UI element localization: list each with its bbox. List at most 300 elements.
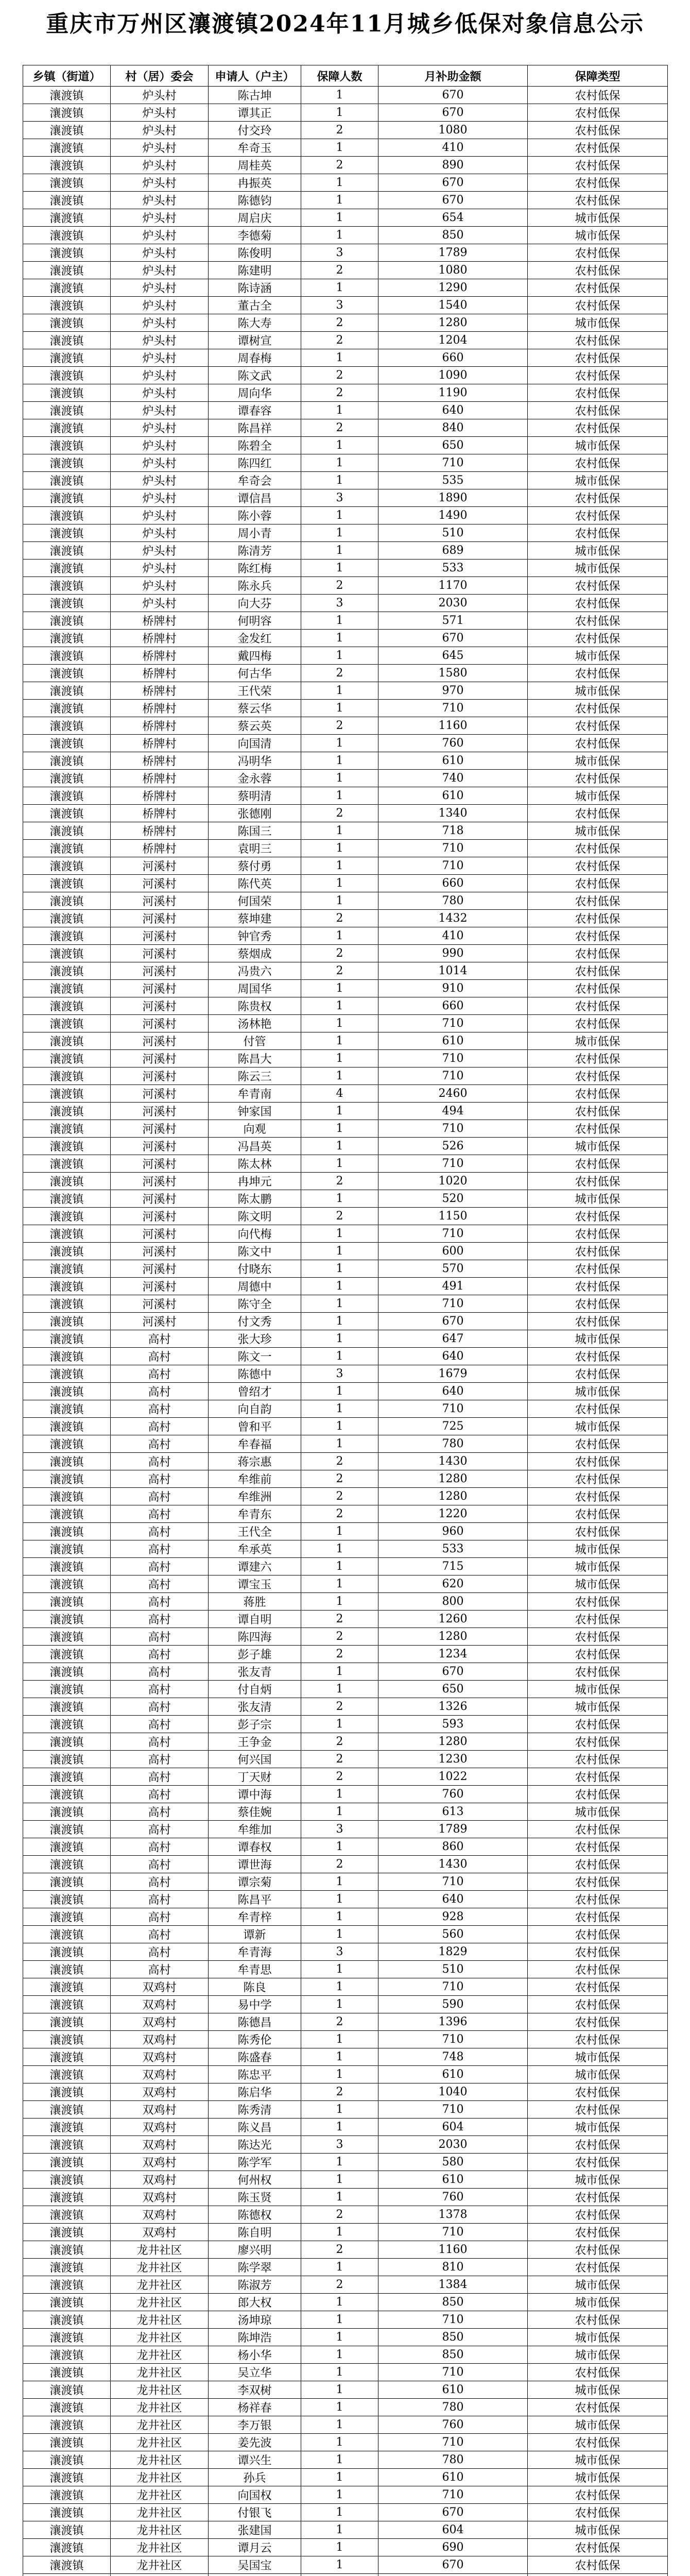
cell-village: 龙井社区 (111, 2469, 209, 2486)
cell-village: 河溪村 (111, 1313, 209, 1330)
cell-township: 瀼渡镇 (23, 2066, 111, 2083)
cell-amount: 928 (378, 1908, 528, 1926)
cell-persons: 3 (301, 489, 378, 507)
cell-persons: 1 (301, 2451, 378, 2469)
cell-amount: 1430 (378, 1856, 528, 1873)
cell-township: 瀼渡镇 (23, 2556, 111, 2574)
table-row (23, 1505, 668, 1523)
cell-amount: 710 (378, 1978, 528, 1996)
cell-type: 农村低保 (528, 2083, 668, 2101)
cell-township: 瀼渡镇 (23, 507, 111, 524)
table-row (23, 1330, 668, 1348)
cell-township: 瀼渡镇 (23, 2206, 111, 2224)
table-row (23, 2556, 668, 2574)
cell-township: 瀼渡镇 (23, 962, 111, 980)
cell-amount: 1580 (378, 665, 528, 682)
cell-applicant: 向观 (209, 1120, 301, 1138)
cell-township: 瀼渡镇 (23, 2171, 111, 2189)
cell-type: 城市低保 (528, 2521, 668, 2539)
cell-persons: 1 (301, 192, 378, 209)
cell-type: 农村低保 (528, 910, 668, 927)
cell-township: 瀼渡镇 (23, 1593, 111, 1611)
cell-amount: 689 (378, 542, 528, 560)
table-row (23, 1190, 668, 1208)
cell-type: 农村低保 (528, 2013, 668, 2031)
table-row (23, 1628, 668, 1646)
cell-type: 农村低保 (528, 122, 668, 139)
cell-type: 农村低保 (528, 2311, 668, 2329)
cell-persons: 2 (301, 2276, 378, 2294)
table-row (23, 2154, 668, 2171)
cell-persons: 3 (301, 1943, 378, 1961)
cell-township: 瀼渡镇 (23, 2048, 111, 2066)
cell-village: 双鸡村 (111, 2189, 209, 2206)
table-row (23, 297, 668, 314)
cell-township: 瀼渡镇 (23, 595, 111, 612)
cell-persons: 1 (301, 2469, 378, 2486)
cell-amount: 620 (378, 1575, 528, 1593)
cell-village: 高村 (111, 1628, 209, 1646)
cell-persons: 1 (301, 1278, 378, 1295)
cell-type: 农村低保 (528, 1856, 668, 1873)
cell-applicant: 廖兴明 (209, 2241, 301, 2259)
cell-village: 河溪村 (111, 1138, 209, 1155)
table-row (23, 2521, 668, 2539)
cell-village: 河溪村 (111, 1085, 209, 1103)
cell-amount: 600 (378, 1243, 528, 1260)
cell-persons: 1 (301, 87, 378, 104)
table-row (23, 384, 668, 402)
cell-type: 城市低保 (528, 2469, 668, 2486)
cell-type: 农村低保 (528, 770, 668, 787)
table-row (23, 2241, 668, 2259)
cell-township: 瀼渡镇 (23, 2101, 111, 2119)
cell-village: 高村 (111, 1803, 209, 1821)
table-row (23, 87, 668, 104)
cell-amount: 780 (378, 892, 528, 910)
cell-township: 瀼渡镇 (23, 1208, 111, 1225)
cell-applicant: 周桂英 (209, 157, 301, 174)
cell-village: 桥牌村 (111, 630, 209, 647)
cell-township: 瀼渡镇 (23, 560, 111, 577)
cell-applicant: 蔡付勇 (209, 857, 301, 875)
table-row (23, 612, 668, 630)
cell-applicant: 王代全 (209, 1523, 301, 1540)
cell-persons: 2 (301, 2206, 378, 2224)
cell-type: 农村低保 (528, 1365, 668, 1383)
cell-amount: 1829 (378, 1943, 528, 1961)
cell-township: 瀼渡镇 (23, 1646, 111, 1663)
cell-persons: 1 (301, 174, 378, 192)
cell-persons: 1 (301, 787, 378, 805)
cell-amount: 670 (378, 2556, 528, 2574)
cell-persons: 1 (301, 700, 378, 717)
cell-village: 龙井社区 (111, 2434, 209, 2451)
subsidy-table (23, 65, 668, 2576)
cell-applicant: 陈昌平 (209, 1891, 301, 1908)
cell-village: 河溪村 (111, 875, 209, 892)
cell-village: 龙井社区 (111, 2381, 209, 2399)
cell-township: 瀼渡镇 (23, 682, 111, 700)
cell-village: 炉头村 (111, 577, 209, 595)
cell-persons: 1 (301, 1891, 378, 1908)
cell-type: 农村低保 (528, 1733, 668, 1751)
cell-applicant: 王争金 (209, 1733, 301, 1751)
table-row (23, 577, 668, 595)
cell-township: 瀼渡镇 (23, 1856, 111, 1873)
cell-township: 瀼渡镇 (23, 157, 111, 174)
cell-amount: 647 (378, 1330, 528, 1348)
cell-applicant: 张大珍 (209, 1330, 301, 1348)
cell-applicant: 谭自明 (209, 1611, 301, 1628)
cell-village: 炉头村 (111, 437, 209, 454)
table-row (23, 1873, 668, 1891)
cell-type: 农村低保 (528, 1295, 668, 1313)
table-row (23, 1032, 668, 1050)
cell-township: 瀼渡镇 (23, 1505, 111, 1523)
cell-village: 炉头村 (111, 297, 209, 314)
cell-applicant: 牟奇玉 (209, 139, 301, 157)
table-row (23, 2399, 668, 2416)
cell-type: 城市低保 (528, 647, 668, 665)
cell-amount: 850 (378, 2346, 528, 2364)
cell-persons: 1 (301, 1015, 378, 1032)
cell-type: 农村低保 (528, 1821, 668, 1838)
cell-township: 瀼渡镇 (23, 1996, 111, 2013)
cell-applicant: 陈文武 (209, 367, 301, 384)
cell-applicant: 周启庆 (209, 209, 301, 227)
cell-village: 龙井社区 (111, 2346, 209, 2364)
cell-village: 河溪村 (111, 980, 209, 997)
cell-applicant: 牟青东 (209, 1505, 301, 1523)
cell-type: 城市低保 (528, 2346, 668, 2364)
cell-township: 瀼渡镇 (23, 402, 111, 419)
cell-applicant: 汤坤琼 (209, 2311, 301, 2329)
cell-amount: 710 (378, 1067, 528, 1085)
cell-village: 高村 (111, 1540, 209, 1558)
cell-persons: 2 (301, 1646, 378, 1663)
cell-amount: 520 (378, 1190, 528, 1208)
cell-village: 双鸡村 (111, 2083, 209, 2101)
cell-amount: 760 (378, 1786, 528, 1803)
cell-persons: 1 (301, 1663, 378, 1681)
cell-persons: 1 (301, 1050, 378, 1067)
cell-type: 农村低保 (528, 1663, 668, 1681)
cell-applicant: 陈文明 (209, 1208, 301, 1225)
cell-type: 城市低保 (528, 1558, 668, 1575)
cell-persons: 1 (301, 1435, 378, 1453)
cell-persons: 1 (301, 752, 378, 770)
cell-applicant: 周向华 (209, 384, 301, 402)
cell-type: 城市低保 (528, 1383, 668, 1400)
cell-amount: 710 (378, 1400, 528, 1418)
cell-amount: 640 (378, 1383, 528, 1400)
table-row (23, 1015, 668, 1032)
cell-applicant: 李万银 (209, 2416, 301, 2434)
cell-village: 高村 (111, 1716, 209, 1733)
cell-applicant: 张友清 (209, 1698, 301, 1716)
cell-applicant: 谭树宣 (209, 332, 301, 349)
cell-amount: 725 (378, 1418, 528, 1435)
table-row (23, 1383, 668, 1400)
cell-type: 农村低保 (528, 262, 668, 279)
cell-type: 农村低保 (528, 805, 668, 822)
cell-persons: 1 (301, 735, 378, 752)
cell-village: 龙井社区 (111, 2539, 209, 2556)
cell-applicant: 陈坤浩 (209, 2329, 301, 2346)
table-row (23, 1891, 668, 1908)
cell-amount: 510 (378, 1961, 528, 1978)
table-row (23, 367, 668, 384)
cell-amount: 1150 (378, 1208, 528, 1225)
cell-amount: 710 (378, 2224, 528, 2241)
cell-amount: 491 (378, 1278, 528, 1295)
cell-type: 城市低保 (528, 314, 668, 332)
cell-township: 瀼渡镇 (23, 665, 111, 682)
cell-village: 高村 (111, 1786, 209, 1803)
cell-persons: 1 (301, 647, 378, 665)
cell-applicant: 金永蓉 (209, 770, 301, 787)
table-row (23, 1733, 668, 1751)
cell-amount: 760 (378, 2189, 528, 2206)
cell-village: 龙井社区 (111, 2451, 209, 2469)
cell-applicant: 陈淑芳 (209, 2276, 301, 2294)
cell-township: 瀼渡镇 (23, 1628, 111, 1646)
cell-persons: 1 (301, 1540, 378, 1558)
cell-applicant: 陈学军 (209, 2154, 301, 2171)
cell-village: 龙井社区 (111, 2259, 209, 2276)
cell-applicant: 何明容 (209, 612, 301, 630)
cell-applicant: 付交玲 (209, 122, 301, 139)
cell-township: 瀼渡镇 (23, 612, 111, 630)
cell-amount: 645 (378, 647, 528, 665)
table-row (23, 244, 668, 262)
cell-applicant: 陈四海 (209, 1628, 301, 1646)
cell-amount: 710 (378, 2101, 528, 2119)
cell-persons: 3 (301, 595, 378, 612)
cell-village: 龙井社区 (111, 2556, 209, 2574)
cell-type: 农村低保 (528, 1961, 668, 1978)
cell-amount: 1230 (378, 1751, 528, 1768)
cell-amount: 571 (378, 612, 528, 630)
cell-type: 农村低保 (528, 1103, 668, 1120)
cell-type: 农村低保 (528, 980, 668, 997)
cell-applicant: 陈建明 (209, 262, 301, 279)
table-row (23, 682, 668, 700)
cell-township: 瀼渡镇 (23, 1225, 111, 1243)
cell-applicant: 钟官秀 (209, 927, 301, 945)
cell-persons: 1 (301, 1523, 378, 1540)
cell-applicant: 陈太鹏 (209, 1190, 301, 1208)
cell-amount: 910 (378, 980, 528, 997)
cell-type: 农村低保 (528, 1523, 668, 1540)
cell-applicant: 王代荣 (209, 682, 301, 700)
cell-township: 瀼渡镇 (23, 892, 111, 910)
table-row (23, 1996, 668, 2013)
cell-type: 农村低保 (528, 2136, 668, 2154)
cell-applicant: 蔡明清 (209, 787, 301, 805)
cell-township: 瀼渡镇 (23, 1400, 111, 1418)
cell-township: 瀼渡镇 (23, 2119, 111, 2136)
cell-amount: 970 (378, 682, 528, 700)
cell-amount: 710 (378, 1155, 528, 1173)
cell-persons: 2 (301, 1488, 378, 1505)
cell-type: 农村低保 (528, 717, 668, 735)
cell-township: 瀼渡镇 (23, 1943, 111, 1961)
cell-persons: 2 (301, 384, 378, 402)
cell-village: 龙井社区 (111, 2241, 209, 2259)
cell-village: 桥牌村 (111, 717, 209, 735)
cell-persons: 1 (301, 1593, 378, 1611)
cell-type: 农村低保 (528, 1050, 668, 1067)
table-row (23, 1978, 668, 1996)
cell-township: 瀼渡镇 (23, 875, 111, 892)
cell-applicant: 周小青 (209, 524, 301, 542)
cell-type: 农村低保 (528, 2241, 668, 2259)
cell-type: 农村低保 (528, 2556, 668, 2574)
cell-applicant: 陈达光 (209, 2136, 301, 2154)
cell-persons: 2 (301, 910, 378, 927)
cell-type: 农村低保 (528, 1908, 668, 1926)
table-row (23, 542, 668, 560)
cell-applicant: 冯贵六 (209, 962, 301, 980)
cell-persons: 1 (301, 402, 378, 419)
cell-amount: 670 (378, 104, 528, 122)
cell-applicant: 陈忠平 (209, 2066, 301, 2083)
cell-applicant: 何兴国 (209, 1751, 301, 1768)
cell-type: 城市低保 (528, 1138, 668, 1155)
cell-township: 瀼渡镇 (23, 2276, 111, 2294)
cell-type: 城市低保 (528, 2119, 668, 2136)
cell-village: 炉头村 (111, 139, 209, 157)
cell-township: 瀼渡镇 (23, 945, 111, 962)
table-row (23, 1208, 668, 1225)
cell-village: 桥牌村 (111, 647, 209, 665)
cell-township: 瀼渡镇 (23, 262, 111, 279)
cell-village: 高村 (111, 1523, 209, 1540)
cell-amount: 1280 (378, 1628, 528, 1646)
cell-amount: 1022 (378, 1768, 528, 1786)
cell-amount: 710 (378, 2311, 528, 2329)
table-row (23, 349, 668, 367)
cell-township: 瀼渡镇 (23, 997, 111, 1015)
cell-township: 瀼渡镇 (23, 752, 111, 770)
table-row (23, 472, 668, 489)
cell-village: 龙井社区 (111, 2399, 209, 2416)
cell-township: 瀼渡镇 (23, 840, 111, 857)
cell-township: 瀼渡镇 (23, 1663, 111, 1681)
table-row (23, 454, 668, 472)
cell-persons: 1 (301, 2119, 378, 2136)
table-row (23, 595, 668, 612)
table-row (23, 1961, 668, 1978)
table-row (23, 2294, 668, 2311)
cell-type: 农村低保 (528, 2154, 668, 2171)
cell-village: 双鸡村 (111, 2013, 209, 2031)
cell-applicant: 付晓东 (209, 1260, 301, 1278)
cell-village: 河溪村 (111, 1120, 209, 1138)
table-header-row (23, 65, 668, 87)
cell-amount: 1540 (378, 297, 528, 314)
cell-village: 龙井社区 (111, 2311, 209, 2329)
cell-village: 桥牌村 (111, 840, 209, 857)
cell-township: 瀼渡镇 (23, 1435, 111, 1453)
cell-applicant: 张德刚 (209, 805, 301, 822)
cell-persons: 1 (301, 1295, 378, 1313)
table-row (23, 2346, 668, 2364)
cell-applicant: 陈玉贤 (209, 2189, 301, 2206)
cell-village: 炉头村 (111, 489, 209, 507)
table-row (23, 665, 668, 682)
cell-type: 农村低保 (528, 997, 668, 1015)
cell-township: 瀼渡镇 (23, 297, 111, 314)
table-row (23, 1243, 668, 1260)
cell-village: 炉头村 (111, 174, 209, 192)
cell-persons: 1 (301, 507, 378, 524)
cell-applicant: 牟维洲 (209, 1488, 301, 1505)
table-row (23, 892, 668, 910)
cell-amount: 710 (378, 1015, 528, 1032)
table-row (23, 910, 668, 927)
cell-applicant: 陈红梅 (209, 560, 301, 577)
table-row (23, 2136, 668, 2154)
header-applicant: 申请人（户主） (209, 65, 301, 87)
cell-township: 瀼渡镇 (23, 1681, 111, 1698)
cell-persons: 1 (301, 2504, 378, 2521)
cell-type: 城市低保 (528, 2294, 668, 2311)
cell-township: 瀼渡镇 (23, 1611, 111, 1628)
cell-township: 瀼渡镇 (23, 367, 111, 384)
table-row (23, 2066, 668, 2083)
cell-applicant: 谭月云 (209, 2539, 301, 2556)
cell-applicant: 向自韵 (209, 1400, 301, 1418)
cell-persons: 1 (301, 1716, 378, 1733)
table-row (23, 717, 668, 735)
cell-township: 瀼渡镇 (23, 2031, 111, 2048)
cell-amount: 670 (378, 192, 528, 209)
cell-amount: 890 (378, 157, 528, 174)
cell-township: 瀼渡镇 (23, 2083, 111, 2101)
cell-village: 高村 (111, 1435, 209, 1453)
table-row (23, 1470, 668, 1488)
cell-persons: 1 (301, 927, 378, 945)
table-row (23, 1313, 668, 1330)
cell-applicant: 谭中海 (209, 1786, 301, 1803)
table-row (23, 1067, 668, 1085)
table-row (23, 489, 668, 507)
cell-village: 双鸡村 (111, 1978, 209, 1996)
cell-type: 城市低保 (528, 542, 668, 560)
cell-township: 瀼渡镇 (23, 1540, 111, 1558)
cell-township: 瀼渡镇 (23, 717, 111, 735)
cell-amount: 780 (378, 2399, 528, 2416)
cell-village: 河溪村 (111, 1103, 209, 1120)
cell-amount: 710 (378, 1050, 528, 1067)
cell-applicant: 付管 (209, 1032, 301, 1050)
cell-township: 瀼渡镇 (23, 2013, 111, 2031)
cell-type: 农村低保 (528, 1873, 668, 1891)
cell-applicant: 陈启华 (209, 2083, 301, 2101)
cell-persons: 1 (301, 437, 378, 454)
cell-type: 农村低保 (528, 2504, 668, 2521)
table-row (23, 2276, 668, 2294)
cell-village: 龙井社区 (111, 2329, 209, 2346)
cell-applicant: 杨小华 (209, 2346, 301, 2364)
cell-persons: 1 (301, 840, 378, 857)
cell-village: 高村 (111, 1365, 209, 1383)
cell-village: 炉头村 (111, 192, 209, 209)
cell-applicant: 陈小蓉 (209, 507, 301, 524)
